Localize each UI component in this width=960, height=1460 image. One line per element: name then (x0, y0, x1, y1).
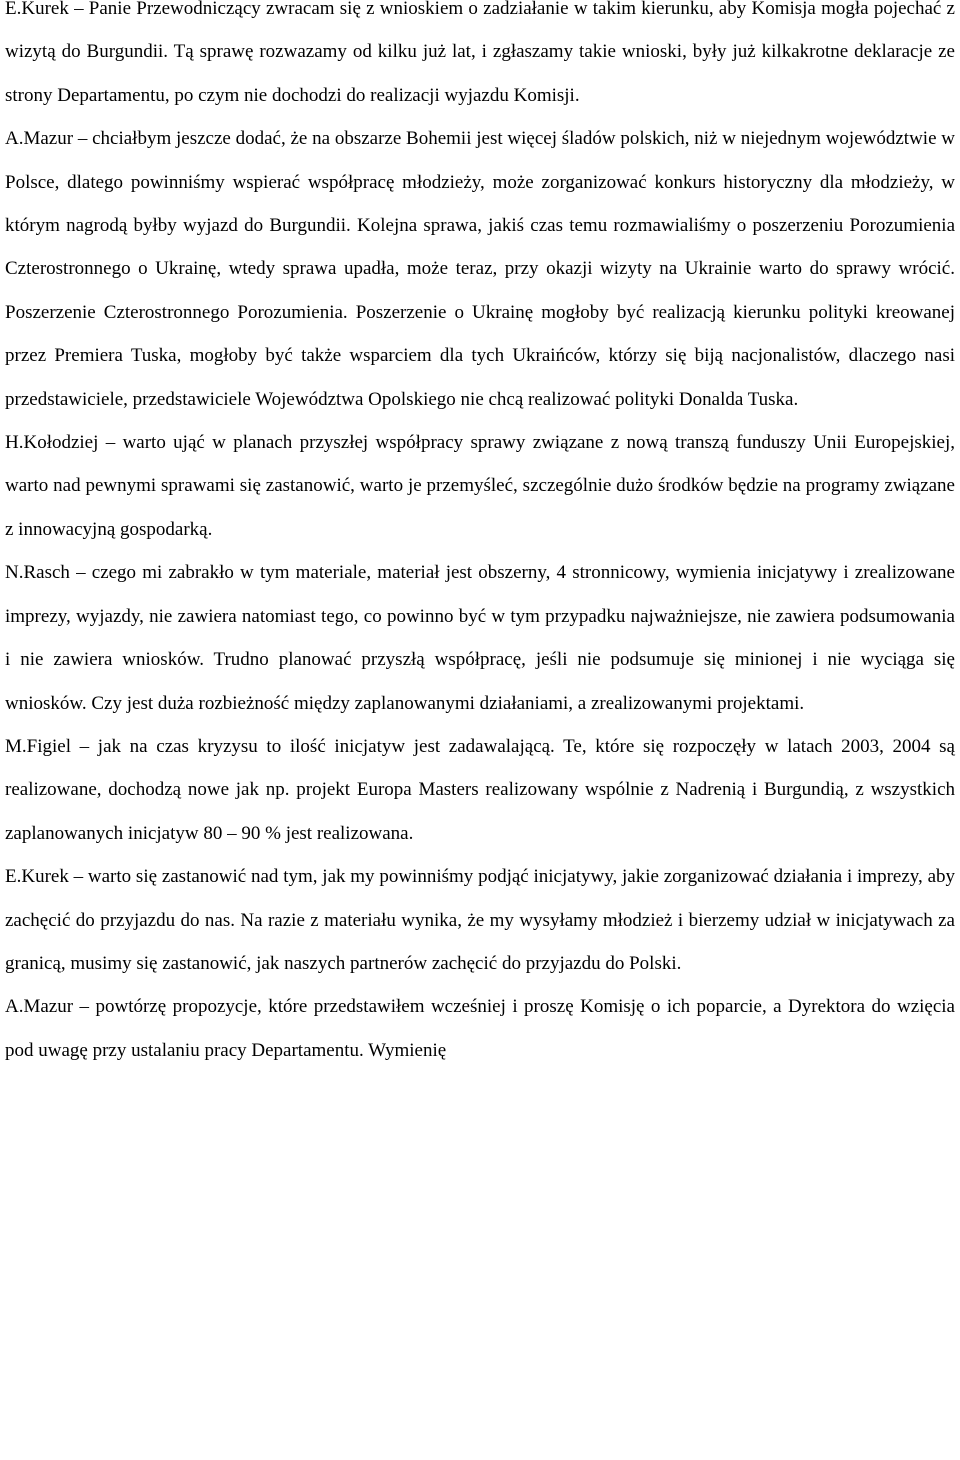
paragraph-mazur-proposals: A.Mazur – powtórzę propozycje, które przedstawiłem wcześniej i proszę Komisję o ich poparcie, a Dyrektora do wzięcia pod uwagę przy ustalaniu pracy Departamentu. Wymienię (5, 996, 955, 1061)
paragraph-kurek-burgundy-visit: E.Kurek – Panie Przewodniczący zwracam się z wnioskiem o zadziałanie w takim kierunku, aby Komisja mogła pojechać z wizytą do Burgundii. Tą sprawę rozwazamy od kilku już lat, i zgłaszamy takie wnioski, były już kilkakrotne deklaracje ze strony Departamentu, po czym nie dochodzi do realizacji wyjazdu Komisji. (5, 0, 955, 106)
paragraph-mazur-bohemia-ukraine: A.Mazur – chciałbym jeszcze dodać, że na obszarze Bohemii jest więcej śladów polskich, niż w niejednym województwie w Polsce, dlatego powinniśmy wspierać współpracę młodzieży, może zorganizować konkurs historyczny dla młodzieży, w którym nagrodą byłby wyjazd do Burgundii. Kolejna sprawa, jakiś czas temu rozmawialiśmy o poszerzeniu Porozumienia Czterostronnego o Ukrainę, wtedy sprawa upadła, może teraz, przy okazji wizyty na Ukrainie warto do sprawy wrócić. Poszerzenie Czterostronnego Porozumienia. Poszerzenie o Ukrainę mogłoby być realizacją kierunku polityki kreowanej przez Premiera Tuska, mogłoby być także wsparciem dla tych Ukraińców, którzy się biją nacjonalistów, dlaczego nasi przedstawiciele, przedstawiciele Województwa Opolskiego nie chcą realizować polityki Donalda Tuska. (5, 128, 955, 410)
paragraph-kolodziej-eu-funds: H.Kołodziej – warto ująć w planach przyszłej współpracy sprawy związane z nową transzą funduszy Unii Europejskiej, warto nad pewnymi sprawami się zastanowić, warto je przemyśleć, szczególnie dużo środków będzie na programy związane z innowacyjną gospodarką. (5, 432, 955, 540)
paragraph-kurek-partners: E.Kurek – warto się zastanowić nad tym, jak my powinniśmy podjąć inicjatywy, jakie zorganizować działania i imprezy, aby zachęcić do przyjazdu do nas. Na razie z materiału wynika, że my wysyłamy młodzież i bierzemy udział w inicjatywach za granicą, musimy się zastanowić, jak naszych partnerów zachęcić do przyjazdu do Polski. (5, 866, 955, 974)
paragraph-rasch-conclusions: N.Rasch – czego mi zabrakło w tym materiale, materiał jest obszerny, 4 stronnicowy, wymienia inicjatywy i zrealizowane imprezy, wyjazdy, nie zawiera natomiast tego, co powinno być w tym przypadku najważniejsze, nie zawiera podsumowania i nie zawiera wniosków. Trudno planować przyszłą współpracę, jeśli nie podsumuje się minionej i nie wyciąga się wniosków. Czy jest duża rozbieżność między zaplanowanymi działaniami, a zrealizowanymi projektami. (5, 562, 955, 714)
paragraph-figiel-initiatives: M.Figiel – jak na czas kryzysu to ilość inicjatyw jest zadawalającą. Te, które się rozpoczęły w latach 2003, 2004 są realizowane, dochodzą nowe jak np. projekt Europa Masters realizowany wspólnie z Nadrenią i Burgundią, z wszystkich zaplanowanych inicjatyw 80 – 90 % jest realizowana. (5, 735, 955, 844)
